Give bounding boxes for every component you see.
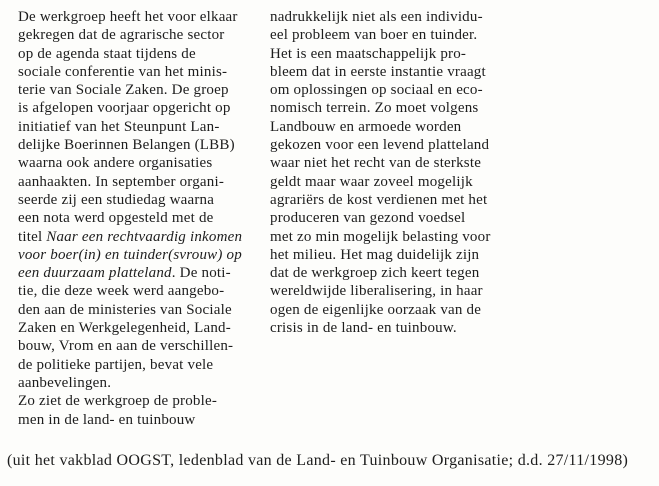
text-line (270, 81, 522, 99)
text-line (18, 301, 270, 319)
text-line (270, 319, 522, 337)
text-line (18, 392, 270, 410)
text-line (18, 374, 270, 392)
body-text: gekozen voor een levend platteland (270, 137, 490, 154)
text-line (270, 191, 522, 209)
text-line (18, 26, 270, 44)
text-line (18, 411, 270, 429)
text-line (18, 282, 270, 300)
body-text: men in de land- en tuinbouw (18, 411, 196, 428)
text-line (270, 154, 522, 172)
body-text: aanhaakten. In september organi- (18, 173, 225, 190)
body-text: Landbouw en armoede worden (270, 118, 462, 135)
text-line (270, 264, 522, 282)
body-text: om oplossingen op sociaal en eco- (270, 82, 483, 99)
body-text: met zo min mogelijk belasting voor (270, 228, 491, 245)
report-title-text: Naar een rechtvaardig inkomen (46, 228, 243, 245)
body-text: bleem dat in eerste instantie vraagt (270, 63, 486, 80)
text-line (270, 136, 522, 154)
text-line (18, 264, 270, 282)
body-text: Zaken en Werkgelegenheid, Land- (18, 320, 231, 337)
report-title-text: een duurzaam platteland (18, 265, 172, 282)
text-line (270, 228, 522, 246)
text-line (270, 26, 522, 44)
text-line (270, 99, 522, 117)
text-line (18, 99, 270, 117)
text-line (18, 8, 270, 26)
body-text: tie, die deze week werd aangebo- (18, 283, 225, 300)
body-text: titel (18, 228, 47, 245)
text-line (18, 246, 270, 264)
body-text: dat de werkgroep zich keert tegen (270, 265, 480, 282)
body-text: den aan de ministeries van Sociale (18, 301, 232, 318)
body-text: agrariërs de kost verdienen met het (270, 191, 488, 208)
body-text: crisis in de land- en tuinbouw. (270, 320, 457, 337)
text-line (270, 301, 522, 319)
text-line (18, 118, 270, 136)
body-text: Het is een maatschappelijk pro- (270, 45, 467, 62)
text-line (18, 209, 270, 227)
text-line (18, 337, 270, 355)
text-line (270, 282, 522, 300)
body-text: eel probleem van boer en tuinder. (270, 27, 478, 44)
body-text: delijke Boerinnen Belangen (LBB) (18, 137, 235, 154)
text-line (270, 8, 522, 26)
body-text: bouw, Vrom en aan de verschillen- (18, 338, 234, 355)
body-text: gekregen dat de agrarische sector (18, 27, 225, 44)
body-text: initiatief van het Steunpunt Lan- (18, 118, 220, 135)
text-line (270, 209, 522, 227)
body-text: . De noti- (171, 265, 231, 282)
body-text: wereldwijde liberalisering, in haar (270, 283, 483, 300)
text-line (18, 45, 270, 63)
body-text: nomisch terrein. Zo moet volgens (270, 100, 479, 117)
body-text: nadrukkelijk niet als een individu- (270, 9, 483, 25)
body-text: seerde zij een studiedag waarna (18, 191, 215, 208)
text-line (270, 63, 522, 81)
text-line (18, 228, 270, 246)
body-text: geldt maar waar zoveel mogelijk (270, 173, 473, 190)
body-text: Zo ziet de werkgroep de proble- (18, 393, 218, 410)
body-text: waar niet het recht van de sterkste (270, 155, 482, 172)
text-line (18, 81, 270, 99)
body-text: de politieke partijen, bevat vele (18, 356, 214, 373)
text-line (18, 173, 270, 191)
text-line (18, 154, 270, 172)
article-body (18, 8, 522, 429)
body-text: produceren van gezond voedsel (270, 210, 466, 227)
body-text: ogen de eigenlijke oorzaak van de (270, 301, 482, 318)
body-text: De werkgroep heeft het voor elkaar (18, 9, 238, 25)
body-text: sociale conferentie van het minis- (18, 63, 228, 80)
text-line (270, 45, 522, 63)
column-right (270, 8, 522, 337)
text-line (270, 173, 522, 191)
text-line (270, 246, 522, 264)
text-line (18, 319, 270, 337)
body-text: terie van Sociale Zaken. De groep (18, 82, 229, 99)
text-line (270, 118, 522, 136)
text-line (18, 136, 270, 154)
body-text: het milieu. Het mag duidelijk zijn (270, 246, 480, 263)
text-line (18, 63, 270, 81)
column-left (18, 8, 270, 429)
body-text: waarna ook andere organisaties (18, 155, 213, 172)
text-line (18, 191, 270, 209)
body-text: een nota werd opgesteld met de (18, 210, 214, 227)
report-title-text: voor boer(in) en tuinder(svrouw) op (18, 246, 242, 263)
source-caption: (uit het vakblad OOGST, ledenblad van de Land- en Tuinbouw Organisatie; d.d. 27/11/1998) (7, 452, 629, 469)
body-text: aanbevelingen. (18, 374, 112, 391)
text-line (18, 356, 270, 374)
body-text: is afgelopen voorjaar opgericht op (18, 100, 231, 117)
body-text: op de agenda staat tijdens de (18, 45, 196, 62)
